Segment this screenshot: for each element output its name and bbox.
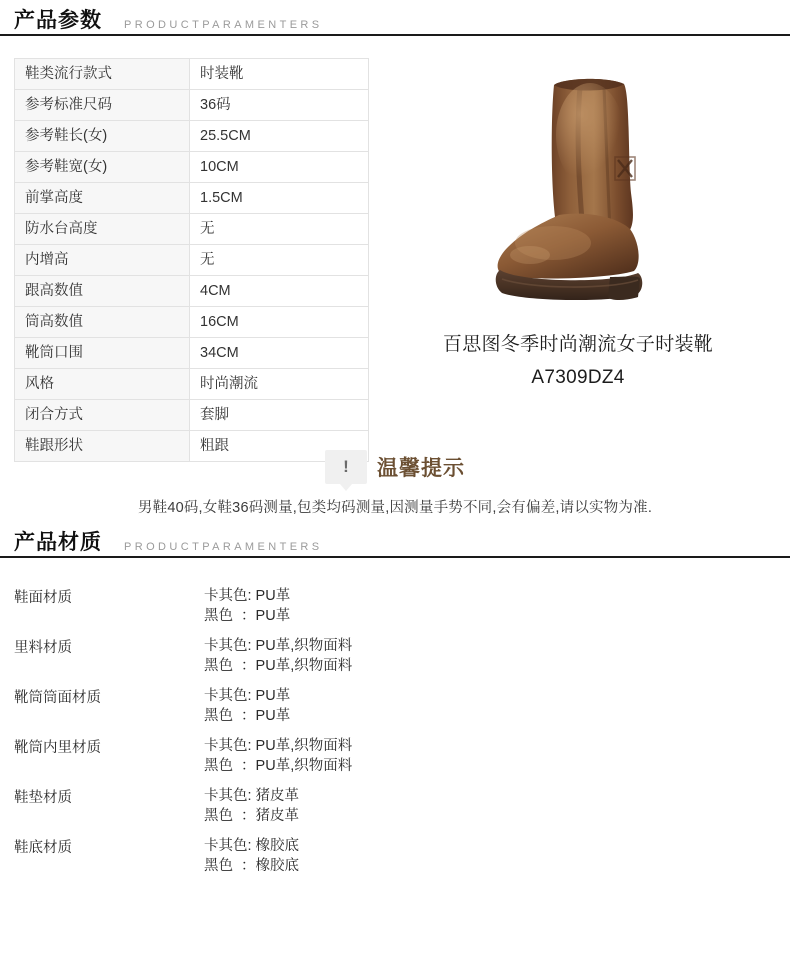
material-name: 鞋垫材质 bbox=[14, 790, 72, 806]
param-value: 无 bbox=[190, 245, 369, 276]
material-name: 里料材质 bbox=[14, 640, 72, 656]
param-value: 1.5CM bbox=[190, 183, 369, 214]
exclamation-icon bbox=[325, 450, 367, 484]
table-row bbox=[15, 400, 369, 431]
table-row bbox=[15, 338, 369, 369]
list-item bbox=[14, 628, 774, 678]
param-key: 参考标准尺码 bbox=[15, 90, 190, 121]
param-key: 靴筒口围 bbox=[15, 338, 190, 369]
param-value: 36码 bbox=[190, 90, 369, 121]
material-value-line: 卡其色: PU革 bbox=[204, 588, 291, 604]
list-item bbox=[14, 578, 774, 628]
warm-tips-title: 温馨提示 bbox=[377, 457, 465, 480]
param-value: 无 bbox=[190, 214, 369, 245]
table-row bbox=[15, 369, 369, 400]
material-list bbox=[14, 578, 774, 878]
param-key: 鞋类流行款式 bbox=[15, 59, 190, 90]
param-value: 34CM bbox=[190, 338, 369, 369]
table-row bbox=[15, 152, 369, 183]
material-value-line: 卡其色: 橡胶底 bbox=[204, 838, 300, 854]
material-value-line: 卡其色: 猪皮革 bbox=[204, 788, 300, 804]
product-image bbox=[380, 50, 776, 300]
param-value: 10CM bbox=[190, 152, 369, 183]
param-value: 4CM bbox=[190, 276, 369, 307]
product-name: 百思图冬季时尚潮流女子时装靴 bbox=[442, 334, 714, 355]
warm-tips-text: 男鞋40码,女鞋36码测量,包类均码测量,因测量手势不同,会有偏差,请以实物为准. bbox=[137, 500, 653, 516]
material-values bbox=[204, 678, 290, 726]
section-header-product-parameters bbox=[0, 8, 790, 36]
warm-tips-block bbox=[0, 450, 790, 517]
param-value: 25.5CM bbox=[190, 121, 369, 152]
material-value-line: 黑色 ：PU革,织物面料 bbox=[204, 658, 353, 674]
table-row bbox=[15, 121, 369, 152]
material-value-line: 卡其色: PU革 bbox=[204, 688, 291, 704]
product-code: A7309DZ4 bbox=[531, 367, 625, 389]
table-row bbox=[15, 59, 369, 90]
section-title-en: PRODUCTPARAMENTERS bbox=[124, 19, 323, 32]
table-row bbox=[15, 214, 369, 245]
material-values bbox=[204, 628, 352, 676]
warm-tips-title-row bbox=[0, 450, 790, 484]
param-key: 参考鞋长(女) bbox=[15, 121, 190, 152]
param-key: 参考鞋宽(女) bbox=[15, 152, 190, 183]
material-values bbox=[204, 778, 299, 826]
param-value: 16CM bbox=[190, 307, 369, 338]
param-value: 时装靴 bbox=[190, 59, 369, 90]
material-name: 靴筒筒面材质 bbox=[14, 690, 101, 706]
param-value: 时尚潮流 bbox=[190, 369, 369, 400]
param-value: 套脚 bbox=[190, 400, 369, 431]
param-key: 筒高数值 bbox=[15, 307, 190, 338]
exclamation-glyph: ! bbox=[343, 457, 349, 476]
brown-ankle-boot-icon bbox=[458, 65, 698, 300]
param-key: 内增高 bbox=[15, 245, 190, 276]
material-value-line: 黑色 ：橡胶底 bbox=[204, 858, 300, 874]
section-header-product-material bbox=[0, 530, 790, 558]
product-caption bbox=[380, 328, 776, 395]
material-value-line: 卡其色: PU革,织物面料 bbox=[204, 738, 353, 754]
list-item bbox=[14, 728, 774, 778]
material-value-line: 黑色 ：PU革 bbox=[204, 708, 291, 724]
material-name: 鞋底材质 bbox=[14, 840, 72, 856]
table-row bbox=[15, 183, 369, 214]
table-row bbox=[15, 90, 369, 121]
material-value-line: 卡其色: PU革,织物面料 bbox=[204, 638, 353, 654]
section-title-en: PRODUCTPARAMENTERS bbox=[124, 541, 323, 554]
product-pane bbox=[380, 50, 776, 395]
material-name: 鞋面材质 bbox=[14, 590, 72, 606]
list-item bbox=[14, 778, 774, 828]
material-name: 靴筒内里材质 bbox=[14, 740, 101, 756]
param-key: 闭合方式 bbox=[15, 400, 190, 431]
list-item bbox=[14, 828, 774, 878]
material-value-line: 黑色 ：PU革 bbox=[204, 608, 291, 624]
param-key: 鞋跟形状 bbox=[15, 431, 190, 462]
table-row bbox=[15, 307, 369, 338]
param-key: 跟高数值 bbox=[15, 276, 190, 307]
material-value-line: 黑色 ：猪皮革 bbox=[204, 808, 300, 824]
param-key: 风格 bbox=[15, 369, 190, 400]
parameter-table bbox=[14, 58, 369, 462]
section-title-cn: 产品参数 bbox=[14, 9, 102, 32]
param-key: 前掌高度 bbox=[15, 183, 190, 214]
material-value-line: 黑色 ：PU革,织物面料 bbox=[204, 758, 353, 774]
param-key: 防水台高度 bbox=[15, 214, 190, 245]
material-values bbox=[204, 578, 290, 626]
table-row bbox=[15, 245, 369, 276]
list-item bbox=[14, 678, 774, 728]
material-values bbox=[204, 728, 352, 776]
table-row bbox=[15, 276, 369, 307]
param-value: 粗跟 bbox=[190, 431, 369, 462]
material-values bbox=[204, 828, 299, 876]
section-title-cn: 产品材质 bbox=[14, 531, 102, 554]
